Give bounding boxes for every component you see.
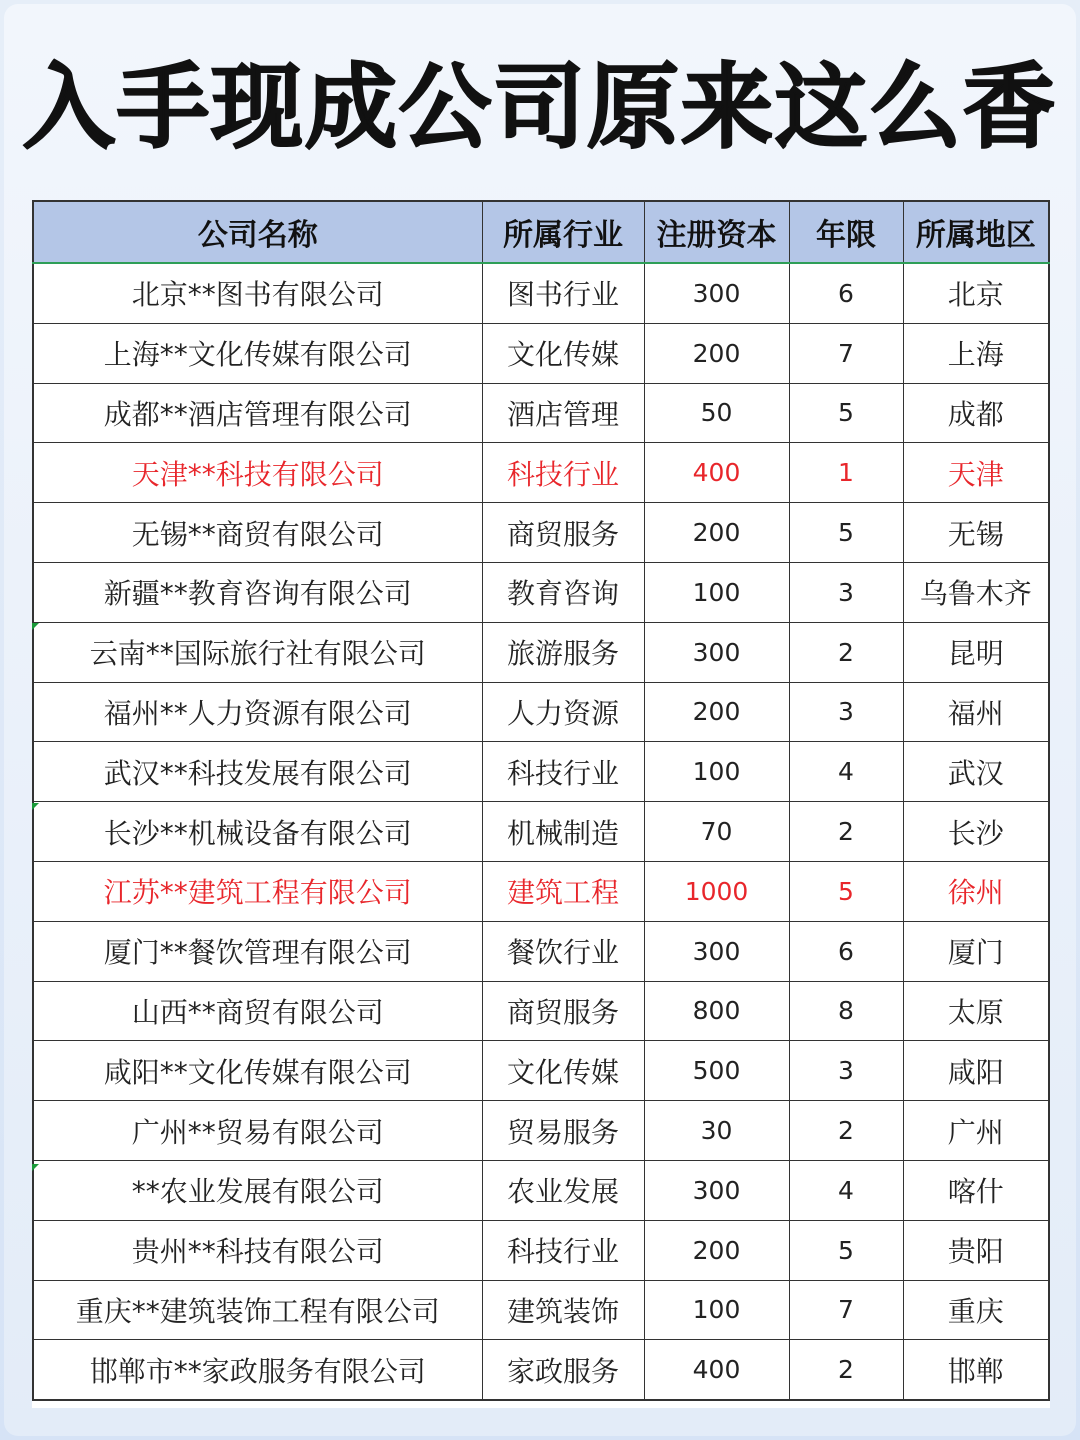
cell-years: 8 bbox=[789, 981, 903, 1041]
cell-industry: 酒店管理 bbox=[482, 383, 644, 443]
cell-years: 5 bbox=[789, 383, 903, 443]
cell-company-name: 厦门**餐饮管理有限公司 bbox=[33, 921, 482, 981]
cell-capital: 200 bbox=[644, 1220, 789, 1280]
cell-company-name: 咸阳**文化传媒有限公司 bbox=[33, 1041, 482, 1101]
cell-region: 邯郸 bbox=[903, 1340, 1049, 1400]
cell-industry: 商贸服务 bbox=[482, 503, 644, 563]
cell-years: 7 bbox=[789, 323, 903, 383]
cell-region: 贵阳 bbox=[903, 1220, 1049, 1280]
table-row bbox=[33, 443, 1049, 503]
header-company-name: 公司名称 bbox=[33, 201, 482, 263]
table-row bbox=[33, 503, 1049, 563]
cell-years: 4 bbox=[789, 742, 903, 802]
table-row bbox=[33, 802, 1049, 862]
cell-region: 乌鲁木齐 bbox=[903, 562, 1049, 622]
cell-region: 无锡 bbox=[903, 503, 1049, 563]
table-row bbox=[33, 861, 1049, 921]
cell-industry: 商贸服务 bbox=[482, 981, 644, 1041]
table-row bbox=[33, 981, 1049, 1041]
cell-region: 太原 bbox=[903, 981, 1049, 1041]
cell-company-name: 长沙**机械设备有限公司 bbox=[33, 802, 482, 862]
cell-region: 成都 bbox=[903, 383, 1049, 443]
cell-region: 北京 bbox=[903, 263, 1049, 323]
cell-company-name: 广州**贸易有限公司 bbox=[33, 1101, 482, 1161]
cell-company-name: 武汉**科技发展有限公司 bbox=[33, 742, 482, 802]
cell-years: 3 bbox=[789, 682, 903, 742]
cell-region: 上海 bbox=[903, 323, 1049, 383]
table-row bbox=[33, 682, 1049, 742]
cell-comment-marker bbox=[32, 623, 39, 630]
cell-industry: 建筑装饰 bbox=[482, 1280, 644, 1340]
cell-years: 5 bbox=[789, 1220, 903, 1280]
cell-years: 3 bbox=[789, 562, 903, 622]
cell-industry: 建筑工程 bbox=[482, 861, 644, 921]
cell-capital: 300 bbox=[644, 622, 789, 682]
cell-company-name: 北京**图书有限公司 bbox=[33, 263, 482, 323]
cell-capital: 400 bbox=[644, 1340, 789, 1400]
cell-industry: 家政服务 bbox=[482, 1340, 644, 1400]
cell-industry: 旅游服务 bbox=[482, 622, 644, 682]
cell-capital: 400 bbox=[644, 443, 789, 503]
cell-company-name: 成都**酒店管理有限公司 bbox=[33, 383, 482, 443]
cell-industry: 人力资源 bbox=[482, 682, 644, 742]
cell-company-name: 江苏**建筑工程有限公司 bbox=[33, 861, 482, 921]
page-title: 入手现成公司原来这么香 bbox=[22, 54, 1057, 161]
cell-capital: 200 bbox=[644, 682, 789, 742]
table-row bbox=[33, 263, 1049, 323]
cell-capital: 200 bbox=[644, 503, 789, 563]
cell-company-name: 邯郸市**家政服务有限公司 bbox=[33, 1340, 482, 1400]
cell-company-name: 无锡**商贸有限公司 bbox=[33, 503, 482, 563]
cell-company-name: 福州**人力资源有限公司 bbox=[33, 682, 482, 742]
table-row bbox=[33, 742, 1049, 802]
cell-capital: 500 bbox=[644, 1041, 789, 1101]
table-row bbox=[33, 1101, 1049, 1161]
cell-capital: 70 bbox=[644, 802, 789, 862]
cell-company-name: 天津**科技有限公司 bbox=[33, 443, 482, 503]
cell-capital: 300 bbox=[644, 1160, 789, 1220]
cell-years: 6 bbox=[789, 263, 903, 323]
table-row bbox=[33, 622, 1049, 682]
cell-industry: 机械制造 bbox=[482, 802, 644, 862]
cell-company-name: 云南**国际旅行社有限公司 bbox=[33, 622, 482, 682]
cell-capital: 50 bbox=[644, 383, 789, 443]
cell-years: 7 bbox=[789, 1280, 903, 1340]
cell-years: 2 bbox=[789, 1101, 903, 1161]
cell-years: 5 bbox=[789, 861, 903, 921]
cell-capital: 300 bbox=[644, 921, 789, 981]
cell-region: 福州 bbox=[903, 682, 1049, 742]
cell-region: 咸阳 bbox=[903, 1041, 1049, 1101]
cell-years: 5 bbox=[789, 503, 903, 563]
cell-capital: 30 bbox=[644, 1101, 789, 1161]
cell-region: 长沙 bbox=[903, 802, 1049, 862]
cell-industry: 文化传媒 bbox=[482, 323, 644, 383]
cell-industry: 科技行业 bbox=[482, 443, 644, 503]
cell-company-name: 山西**商贸有限公司 bbox=[33, 981, 482, 1041]
cell-years: 1 bbox=[789, 443, 903, 503]
cell-region: 武汉 bbox=[903, 742, 1049, 802]
cell-years: 4 bbox=[789, 1160, 903, 1220]
cell-years: 6 bbox=[789, 921, 903, 981]
cell-industry: 图书行业 bbox=[482, 263, 644, 323]
cell-capital: 300 bbox=[644, 263, 789, 323]
cell-capital: 100 bbox=[644, 562, 789, 622]
table-row bbox=[33, 323, 1049, 383]
cell-industry: 教育咨询 bbox=[482, 562, 644, 622]
cell-industry: 农业发展 bbox=[482, 1160, 644, 1220]
cell-region: 喀什 bbox=[903, 1160, 1049, 1220]
cell-capital: 100 bbox=[644, 742, 789, 802]
cell-region: 徐州 bbox=[903, 861, 1049, 921]
header-region: 所属地区 bbox=[903, 201, 1049, 263]
cell-comment-marker bbox=[32, 803, 39, 810]
cell-years: 3 bbox=[789, 1041, 903, 1101]
company-table bbox=[32, 200, 1050, 1401]
cell-years: 2 bbox=[789, 1340, 903, 1400]
cell-industry: 科技行业 bbox=[482, 742, 644, 802]
cell-capital: 1000 bbox=[644, 861, 789, 921]
table-row bbox=[33, 562, 1049, 622]
cell-capital: 100 bbox=[644, 1280, 789, 1340]
table-header-row bbox=[33, 201, 1049, 263]
cell-region: 厦门 bbox=[903, 921, 1049, 981]
cell-region: 天津 bbox=[903, 443, 1049, 503]
table-row bbox=[33, 383, 1049, 443]
cell-industry: 科技行业 bbox=[482, 1220, 644, 1280]
table-row bbox=[33, 1220, 1049, 1280]
header-industry: 所属行业 bbox=[482, 201, 644, 263]
cell-company-name: 新疆**教育咨询有限公司 bbox=[33, 562, 482, 622]
cell-capital: 200 bbox=[644, 323, 789, 383]
cell-industry: 文化传媒 bbox=[482, 1041, 644, 1101]
cell-company-name: **农业发展有限公司 bbox=[33, 1160, 482, 1220]
table-row bbox=[33, 1041, 1049, 1101]
cell-capital: 800 bbox=[644, 981, 789, 1041]
header-registered-capital: 注册资本 bbox=[644, 201, 789, 263]
cell-years: 2 bbox=[789, 802, 903, 862]
cell-region: 昆明 bbox=[903, 622, 1049, 682]
table-row bbox=[33, 1160, 1049, 1220]
table-row bbox=[33, 921, 1049, 981]
cell-company-name: 贵州**科技有限公司 bbox=[33, 1220, 482, 1280]
header-years: 年限 bbox=[789, 201, 903, 263]
cell-region: 广州 bbox=[903, 1101, 1049, 1161]
cell-industry: 贸易服务 bbox=[482, 1101, 644, 1161]
cell-region: 重庆 bbox=[903, 1280, 1049, 1340]
spreadsheet bbox=[32, 200, 1050, 1408]
cell-industry: 餐饮行业 bbox=[482, 921, 644, 981]
cell-company-name: 上海**文化传媒有限公司 bbox=[33, 323, 482, 383]
table-row bbox=[33, 1280, 1049, 1340]
cell-company-name: 重庆**建筑装饰工程有限公司 bbox=[33, 1280, 482, 1340]
table-row bbox=[33, 1340, 1049, 1400]
cell-years: 2 bbox=[789, 622, 903, 682]
cell-comment-marker bbox=[32, 1164, 39, 1171]
